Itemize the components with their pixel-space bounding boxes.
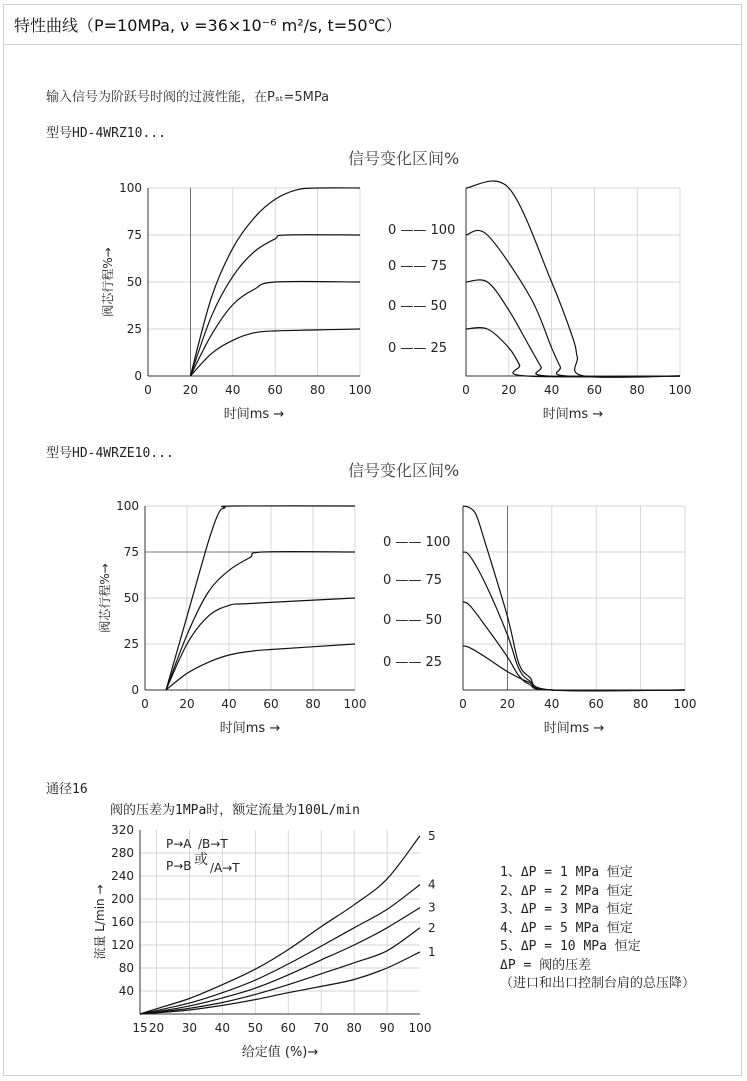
y-tick-label: 240 (111, 869, 134, 883)
x-axis-label: 时间ms → (223, 407, 285, 422)
y-axis-label: 流量 L/min → (93, 884, 107, 960)
chart-wrze10-rise (95, 494, 385, 744)
series-line-4 (466, 328, 680, 377)
pressure-legend (500, 864, 695, 994)
chart-flow-curves (80, 820, 450, 1065)
series-label-2: 2 (428, 920, 436, 935)
series-label-3: 3 (428, 900, 436, 915)
x-tick-label: 20 (182, 383, 199, 397)
y-tick-label: 75 (123, 545, 139, 559)
chart-wrze10-fall (375, 494, 705, 744)
signal-range-item: 0 —— 100 (383, 535, 451, 550)
y-tick-label: 50 (126, 275, 142, 289)
y-tick-label: 75 (126, 228, 142, 242)
legend-line-4: 4、ΔP = 5 MPa 恒定 (500, 920, 633, 936)
x-tick-label: 80 (346, 1021, 362, 1035)
legend-line-delta: ΔP = 阀的压差 (500, 957, 592, 973)
x-tick-label: 40 (225, 383, 241, 397)
legend-line-2: 2、ΔP = 2 MPa 恒定 (500, 883, 633, 899)
x-tick-label: 0 (462, 383, 470, 397)
legend-line-1: 1、ΔP = 1 MPa 恒定 (500, 865, 633, 880)
y-axis-label: 阀芯行程%→ (98, 563, 112, 633)
x-tick-label: 90 (379, 1021, 395, 1035)
chart-wrz10-rise (100, 176, 390, 426)
x-tick-label: 40 (214, 1021, 230, 1035)
y-tick-label: 25 (123, 637, 139, 651)
y-tick-label: 25 (126, 322, 142, 336)
x-tick-label: 100 (408, 1021, 432, 1035)
legend-line-3: 3、ΔP = 3 MPa 恒定 (500, 902, 633, 917)
inset-label: /B→T (198, 837, 228, 851)
series-label-4: 4 (428, 877, 436, 892)
y-tick-label: 120 (111, 938, 134, 952)
series-line-3 (463, 602, 685, 691)
y-tick-label: 50 (123, 591, 139, 605)
signal-range-item: 0 —— 50 (388, 299, 448, 314)
x-tick-label: 20 (179, 697, 195, 711)
x-tick-label: 0 (141, 697, 149, 711)
series-line-4 (463, 646, 685, 691)
x-tick-label: 70 (313, 1021, 329, 1035)
x-tick-label: 100 (343, 697, 367, 711)
nominal-size-label: 通径16 (46, 782, 88, 797)
legend-line-note: （进口和出口控制台肩的总压降） (500, 976, 696, 991)
x-tick-label: 80 (309, 383, 326, 397)
y-tick-label: 0 (131, 683, 139, 697)
x-tick-label: 20 (148, 1021, 165, 1035)
y-tick-label: 100 (119, 181, 142, 195)
y-tick-label: 40 (118, 984, 134, 998)
x-axis-label: 给定值 (%)→ (241, 1045, 319, 1060)
signal-range-item: 0 —— 75 (388, 259, 448, 274)
signal-range-item: 0 —— 25 (383, 655, 443, 670)
x-tick-label: 40 (544, 697, 560, 711)
page-title: 特性曲线（P=10MPa, ν =36×10⁻⁶ m²/s, t=50℃） (14, 16, 402, 35)
x-tick-label: 15 (132, 1021, 148, 1035)
y-tick-label: 80 (118, 961, 134, 975)
x-tick-label: 100 (668, 383, 692, 397)
series-line-1 (466, 181, 680, 377)
x-tick-label: 60 (280, 1021, 296, 1035)
y-axis-label: 阀芯行程%→ (101, 247, 115, 317)
x-tick-label: 50 (247, 1021, 263, 1035)
x-tick-label: 100 (673, 697, 697, 711)
signal-range-title-2: 信号变化区间% (348, 461, 460, 480)
y-tick-label: 280 (111, 846, 134, 860)
legend-line-5: 5、ΔP = 10 MPa 恒定 (500, 939, 641, 954)
x-axis-label: 时间ms → (543, 721, 605, 736)
x-tick-label: 30 (181, 1021, 198, 1035)
signal-range-title-1: 信号变化区间% (348, 149, 460, 168)
x-tick-label: 40 (221, 697, 237, 711)
series-line-3 (140, 908, 420, 1014)
x-tick-label: 60 (588, 697, 604, 711)
header-divider (3, 44, 742, 45)
x-tick-label: 80 (305, 697, 321, 711)
series-line-2 (463, 552, 685, 691)
series-label-5: 5 (428, 828, 436, 843)
series-line-3 (466, 280, 680, 377)
chart-wrz10-fall (380, 176, 710, 426)
x-tick-label: 0 (144, 383, 152, 397)
signal-range-item: 0 —— 100 (388, 223, 456, 238)
inset-label: /A→T (210, 861, 240, 875)
model-label-wrze10: 型号HD-4WRZE10... (46, 446, 174, 461)
x-tick-label: 20 (499, 697, 516, 711)
x-tick-label: 60 (586, 383, 603, 397)
y-tick-label: 200 (111, 892, 134, 906)
x-tick-label: 100 (348, 383, 372, 397)
model-label-wrz10: 型号HD-4WRZ10... (46, 126, 166, 141)
pressure-note: 阀的压差为1MPa时，额定流量为100L/min (110, 803, 360, 818)
x-tick-label: 80 (632, 697, 649, 711)
y-tick-label: 160 (111, 915, 134, 929)
x-axis-label: 时间ms → (219, 721, 281, 736)
inset-label: P→B (166, 859, 192, 873)
signal-range-item: 0 —— 25 (388, 341, 448, 356)
signal-range-item: 0 —— 75 (383, 573, 443, 588)
series-line-1 (463, 506, 685, 691)
y-tick-label: 0 (134, 369, 142, 383)
x-axis-label: 时间ms → (542, 407, 604, 422)
series-line-2 (466, 230, 680, 376)
series-line-4 (166, 644, 355, 690)
inset-label: P→A (166, 837, 192, 851)
signal-range-item: 0 —— 50 (383, 613, 443, 628)
x-tick-label: 60 (267, 383, 283, 397)
x-tick-label: 20 (501, 383, 517, 397)
series-label-1: 1 (428, 944, 436, 959)
x-tick-label: 80 (629, 383, 645, 397)
x-tick-label: 40 (543, 383, 560, 397)
inset-label: 或 (194, 852, 208, 868)
x-tick-label: 0 (459, 697, 467, 711)
x-tick-label: 60 (263, 697, 279, 711)
y-tick-label: 320 (111, 823, 134, 837)
y-tick-label: 100 (116, 499, 139, 513)
intro-text: 输入信号为阶跃号时阀的过渡性能，在Pₛₜ=5MPa (46, 90, 330, 105)
